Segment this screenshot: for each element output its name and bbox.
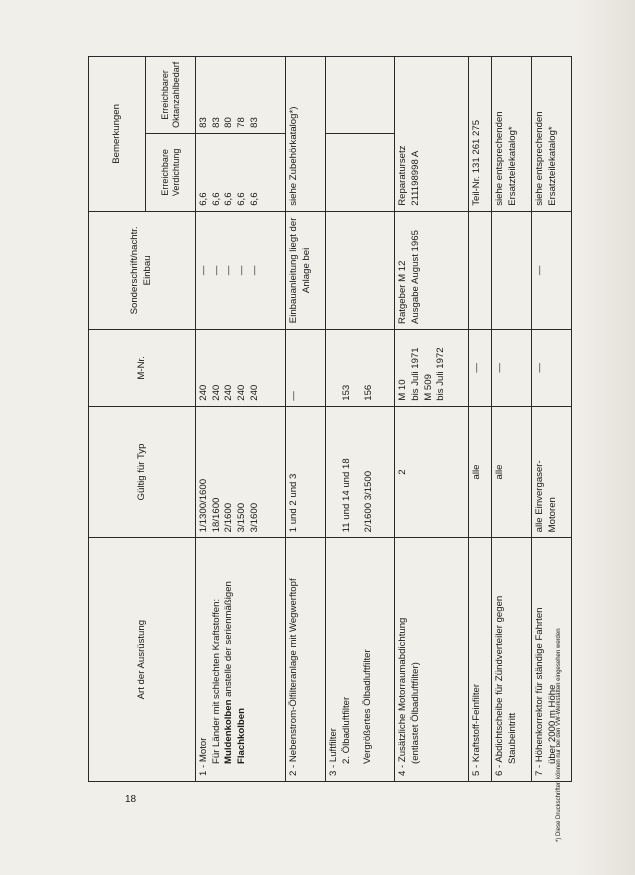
equipment-table bbox=[88, 56, 572, 782]
row2-valid: 1 und 2 und 3 bbox=[286, 406, 326, 538]
table-row bbox=[468, 57, 491, 782]
row5-equipment: 5 - Kraftstoff-Feinfilter bbox=[468, 538, 491, 782]
row5-mno: — bbox=[468, 329, 491, 406]
row5-special bbox=[468, 211, 491, 329]
row6-equipment: 6 - Abdichtscheibe für Zündverteiler gegen Staubeintritt bbox=[491, 538, 531, 782]
row6-valid: alle bbox=[491, 406, 531, 538]
header-special-docs: Sonderschrift/nachtr. Einbau bbox=[89, 211, 196, 329]
equipment-table-rotated bbox=[88, 56, 572, 782]
table-row bbox=[326, 57, 395, 782]
table-row bbox=[491, 57, 531, 782]
page-number: 18 bbox=[125, 794, 137, 805]
header-remarks: Bemerkungen bbox=[89, 57, 146, 212]
header-compression: Erreichbare Verdichtung bbox=[146, 133, 196, 211]
row3-mno: 153 156 bbox=[326, 329, 395, 406]
header-equipment: Art der Ausrüstung bbox=[89, 538, 196, 782]
row5-valid: alle bbox=[468, 406, 491, 538]
footnote: *) Diese Druckschriften können nur bei den VW-Werkstätten eingesehen werden bbox=[556, 628, 562, 842]
table-row bbox=[196, 57, 286, 782]
row2-equipment: 2 - Nebenstrom-Ölfilteranlage mit Wegwerftopf bbox=[286, 538, 326, 782]
row7-remarks: siehe entsprechenden Ersatzteilekatalog* bbox=[531, 57, 571, 212]
row3-special bbox=[326, 211, 395, 329]
table-row bbox=[531, 57, 571, 782]
row3-equipment: 3 - Luftfilter 2. Ölbadluftfilter Vergrößertes Ölbadluftfilter bbox=[326, 538, 395, 782]
row4-special: Ratgeber M 12 Ausgabe August 1965 bbox=[395, 211, 468, 329]
header-row-1 bbox=[89, 57, 146, 782]
row7-valid: alle Einvergaser- Motoren bbox=[531, 406, 571, 538]
header-valid-for: Gültig für Typ bbox=[89, 406, 196, 538]
row5-remarks: Teil-Nr. 131 261 275 bbox=[468, 57, 491, 212]
bleed-through-area bbox=[575, 0, 635, 875]
table-row bbox=[286, 57, 326, 782]
row2-special: Einbauanleitung liegt der Anlage bei bbox=[286, 211, 326, 329]
row7-special: — bbox=[531, 211, 571, 329]
row3-compression bbox=[326, 133, 395, 211]
row2-remarks: siehe Zubehörkatalog*) bbox=[286, 57, 326, 212]
row3-octane bbox=[326, 57, 395, 134]
header-octane: Erreichbarer Oktanzahlbedarf bbox=[146, 57, 196, 134]
row6-mno: — bbox=[491, 329, 531, 406]
row7-equipment: 7 - Höhenkorrektor für ständige Fahrten über 2000 m Höhe bbox=[531, 538, 571, 782]
row1-special: — — — — — bbox=[196, 211, 286, 329]
row4-valid: 2 bbox=[395, 406, 468, 538]
row3-valid: 11 und 14 und 18 2/1600 3/1500 bbox=[326, 406, 395, 538]
row1-octane: 83 83 80 78 83 bbox=[196, 57, 286, 134]
row1-equipment: 1 - Motor Für Länder mit schlechten Kraftstoffen: Muldenkolben anstelle der serienmäßigen Flachkolben bbox=[196, 538, 286, 782]
row4-remarks: Reparatursetz 211198998 A bbox=[395, 57, 468, 212]
row4-mno: M 10 bis Juli 1971 M 509 bis Juli 1972 bbox=[395, 329, 468, 406]
row6-remarks: siehe entsprechenden Ersatzteilekatalog* bbox=[491, 57, 531, 212]
header-m-no: M-Nr. bbox=[89, 329, 196, 406]
row6-special bbox=[491, 211, 531, 329]
table-row bbox=[395, 57, 468, 782]
row1-valid: 1/1300/1600 18/1600 2/1600 3/1500 3/1600 bbox=[196, 406, 286, 538]
row4-equipment: 4 - Zusätzliche Motorraumabdichtung (entlastet Ölbadluftfilter) bbox=[395, 538, 468, 782]
row1-mno: 240 240 240 240 240 bbox=[196, 329, 286, 406]
row7-mno: — bbox=[531, 329, 571, 406]
row1-compression: 6,6 6,6 6,6 6,6 6,6 bbox=[196, 133, 286, 211]
row2-mno: — bbox=[286, 329, 326, 406]
